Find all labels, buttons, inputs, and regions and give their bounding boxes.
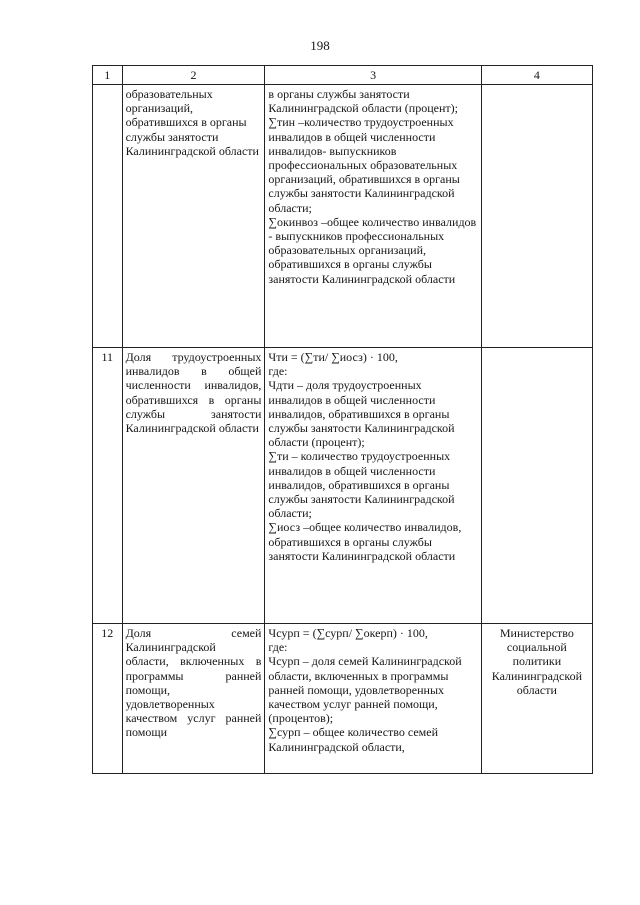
method-line: ∑ти – количество трудоустроенных инвалидов в общей численности инвалидов, обратившихся в органы службы занятости Калининградской области;: [268, 449, 455, 521]
responsible-body: [481, 348, 592, 624]
method-line: ∑тин –количество трудоустроенных инвалидов в общей численности инвалидов- выпускников профессиональных образовательных организаций, обратившихся в органы службы занятости Калининградской области;: [268, 115, 460, 215]
row-number: [93, 85, 123, 348]
formula: Чти = (∑ти/ ∑иосз) · 100,: [268, 350, 398, 364]
header-col-2: 2: [122, 66, 265, 85]
indicator-name: Доля семей Калининградской области, включенных в программы ранней помощи, удовлетворенных качеством услуг ранней помощи: [122, 624, 265, 774]
indicator-name: Доля трудоустроенных инвалидов в общей численности инвалидов, обратившихся в органы службы занятости Калининградской области: [122, 348, 265, 624]
table-row: [93, 624, 593, 774]
indicator-name: образовательных организаций, обратившихся в органы службы занятости Калининградской области: [122, 85, 265, 348]
indicators-table: [92, 65, 593, 774]
calculation-method: [265, 624, 481, 774]
method-line: где:: [268, 364, 288, 379]
calculation-method: [265, 85, 481, 348]
responsible-body: [481, 85, 592, 348]
header-col-1: 1: [93, 66, 123, 85]
table-header-row: [93, 66, 593, 85]
formula: Чсурп = (∑сурп/ ∑окерп) · 100,: [268, 626, 428, 640]
method-line: Чдти – доля трудоустроенных инвалидов в общей численности инвалидов, обратившихся в органы службы занятости Калининградской области (процент);: [268, 378, 455, 450]
method-line: где:: [268, 640, 288, 655]
calculation-method: [265, 348, 481, 624]
method-line: ∑сурп – общее количество семей Калининградской области,: [268, 725, 438, 754]
table-row: [93, 348, 593, 624]
method-line: в органы службы занятости Калининградской области (процент);: [268, 87, 458, 116]
row-number: 12: [93, 624, 123, 774]
table-row: [93, 85, 593, 348]
method-line: Чсурп – доля семей Калининградской области, включенных в программы ранней помощи, удовлетворенных качеством услуг ранней помощи, (процентов);: [268, 654, 462, 726]
method-line: ∑иосз –общее количество инвалидов, обратившихся в органы службы занятости Калининградской области: [268, 520, 462, 563]
method-line: ∑окинвоз –общее количество инвалидов - выпускников профессиональных образовательных организаций, обратившихся в органы службы занятости Калининградской области: [268, 214, 477, 286]
responsible-body: Министерство социальной политики Калининградской области: [481, 624, 592, 774]
row-number: 11: [93, 348, 123, 624]
header-col-3: 3: [265, 66, 481, 85]
header-col-4: 4: [481, 66, 592, 85]
page-number: 198: [310, 38, 330, 53]
